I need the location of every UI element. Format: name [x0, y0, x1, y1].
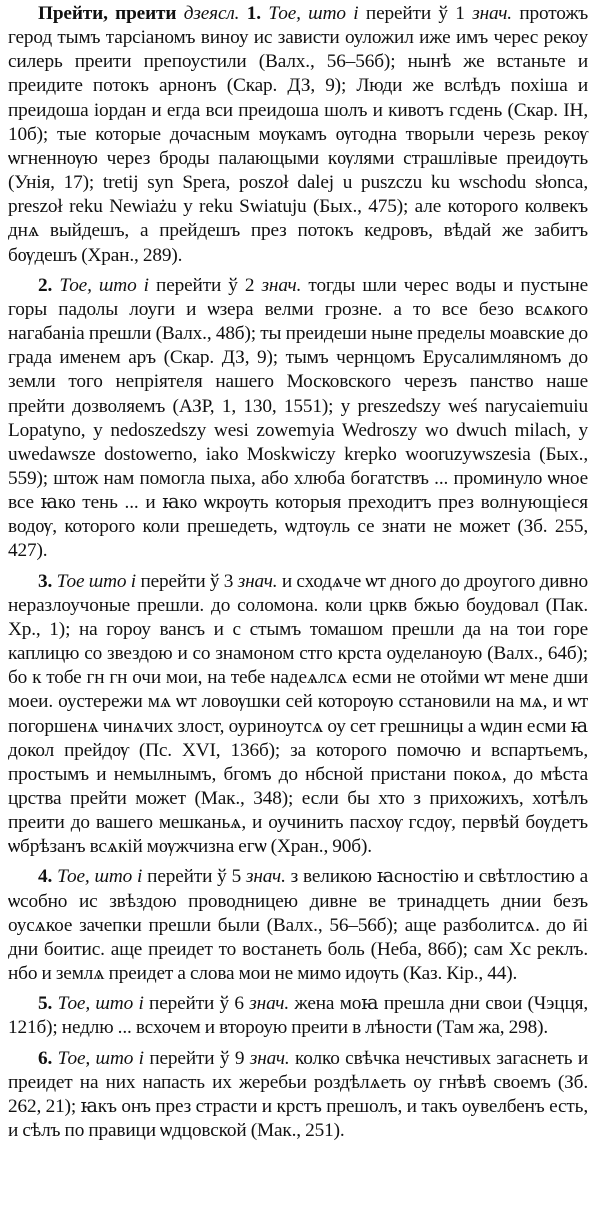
entry-sense-6 — [8, 1047, 588, 1144]
sense-gloss: Тое, што і — [57, 1047, 144, 1069]
sense-znach: знач. — [261, 274, 302, 296]
sense-cross-reference: перейти ў 3 — [140, 570, 234, 592]
sense-citations: колко свѣчка нечстивых загаснеть и преидет на них напасть их жеребьи роздѣлѧеть оу гнѣвѣ своемъ (Зб. 262, 21); ꙗкъ онъ през страсти и крстъ прешолъ, и такъ оувелбенъ есть, и сѣлъ по правици ѡдцовской (Мак., 251). — [8, 1047, 588, 1142]
part-of-speech: дзеясл. — [183, 3, 240, 24]
sense-gloss: Тое, што і — [57, 993, 144, 1015]
sense-znach: знач. — [249, 1047, 290, 1069]
sense-number: 1. — [246, 3, 261, 24]
sense-znach: знач. — [472, 3, 512, 24]
sense-number: 4. — [38, 866, 53, 888]
sense-cross-reference: перейти ў 9 — [149, 1047, 245, 1069]
sense-cross-reference: перейти ў 2 — [156, 274, 255, 296]
entry-sense-2 — [8, 274, 588, 564]
sense-cross-reference: перейти ў 5 — [147, 866, 242, 888]
sense-cross-reference: перейти ў 6 — [149, 993, 244, 1015]
sense-number: 5. — [38, 993, 53, 1015]
headword: Прейти, преити — [38, 3, 177, 24]
entry-sense-4 — [8, 865, 588, 986]
sense-znach: знач. — [249, 993, 290, 1015]
sense-gloss: Тое, што і — [268, 3, 359, 24]
sense-gloss: Тое, што і — [59, 274, 149, 296]
entry-sense-3 — [8, 570, 588, 860]
sense-citations: протожъ герод тымъ тарсіаномъ виноу ис зависти оуложил иже имъ черес рекоу силерь преити препоустили (Валх., 56–56б); нынѣ же встаньте и преидите потокъ арнонъ (Скар. ДЗ, 9); Люди же вслѣдъ похіша и преидоша іордан и егда вси преидоша шолъ и кивотъ гсдень (Скар. ІН, 10б); тые которые дочасным мѹкамъ ѹгодна творыли черезь рекѹ ѡгненнѹю через броды палающыми кѹлями страшлівые преидѹть (Унія, 17); tretij syn Spera, poszoł dalej u puszczu ku wschodu słonca, preszoł reku Newiażu y reku Swiatuju (Бых., 475); але которого колвекъ днѧ выйдешъ, а прейдешъ през потокъ кедровъ, вѣдай же забитъ бѹдешъ (Хран., 289). — [8, 3, 589, 266]
entry-sense-1 — [8, 2, 588, 268]
sense-gloss: Тое што і — [56, 570, 137, 592]
sense-cross-reference: перейти ў 1 — [365, 3, 465, 24]
sense-number: 2. — [38, 274, 53, 296]
sense-number: 3. — [38, 570, 53, 592]
sense-citations: з великою ꙗсностію и свѣтлостию а ѡсобно ис звѣздою проводницею дивне ве тринадцеть днии безъ оусѧкое зачепки прешли были (Валх., 56–56б); аще разболитсѧ. до ӣі дни боитис. аще преидет то востанеть боль (Неба, 86б); сам Хс реклъ. нбо и землѧ преидет а слова мои не мимо идѹть (Каз. Кір., 44). — [8, 866, 589, 985]
sense-gloss: Тое, што і — [57, 866, 143, 888]
sense-znach: знач. — [246, 866, 286, 888]
sense-number: 6. — [38, 1047, 53, 1069]
sense-citations: тогды шли черес воды и пустыне горы падолы лоуги и ѡзера велми грозне. а то все безо всѧкого нагабаніа прешли (Валх., 48б); ты преидеши ныне пределы моавские до града именем аръ (Скар. ДЗ, 9); тымъ чернцомъ Ерусалимляномъ до земли того непріятеля нашего Московского черезъ панство наше прейти дозволяемъ (АЗР, 1, 130, 1551); y preszedszy weś narycaiemuiu Lopatyno, y nedoszedszy wesi zowemyia Wedroszy wo dwuch milach, y uwedawsze dostowerno, iako Moskwiczy krepko wooruzywszesia (Бых., 559); штож нам помогла пыха, або хлюба богатствъ ... проминуло ѡное все ꙗко тень ... и ꙗко ѡкрѹть которыя преходитъ през волнующіеся водѹ, которого коли прешедеть, ѡдтѹль се знати не может (Зб. 255, 427). — [8, 274, 589, 562]
sense-citations: и сходѧче ѡт дного до дроугого дивно неразлоучоные прешли. до соломона. коли цркв бжью боудовал (Пак. Хр., 1); на гороу вансъ и с стымъ томашом прешли да на тои горе каплицю со звездою и со знамоном стго крста оуделаноую (Валх., 64б); бо к тобе гн гн очи мои, на тебе надеѧлсѧ есми не отойми ѡт мене дши моеи. оустережи мѧ ѡт ловѹшки сей которѹю сстановили на мѧ, и ѡт погоршенѧ чинѧчих злост, оуриноутсѧ оу сет грешницы а ѡдин есми ꙗ докол прейдѹ (Пс. XVI, 136б); за которого помочю и вспартьемъ, простымъ и немылнымъ, бгомъ до нбсной пристани покоѧ, до мѣста црства прейти может (Мак., 348); если бы хто з прихожихъ, хотѣлъ преити до вашего мешканьѧ, и оучинить пасхѹ гсдѹ, первѣй бѹдетъ ѡбрѣзанъ всѧкій мѹжчизна егѡ (Хран., 90б). — [8, 570, 589, 858]
sense-znach: знач. — [237, 570, 278, 592]
sense-citations: жена моꙗ прешла дни свои (Чэцця, 121б); недлю ... всхочем и второую преити в лѣности (Там жа, 298). — [8, 993, 589, 1039]
entry-sense-5 — [8, 992, 588, 1040]
